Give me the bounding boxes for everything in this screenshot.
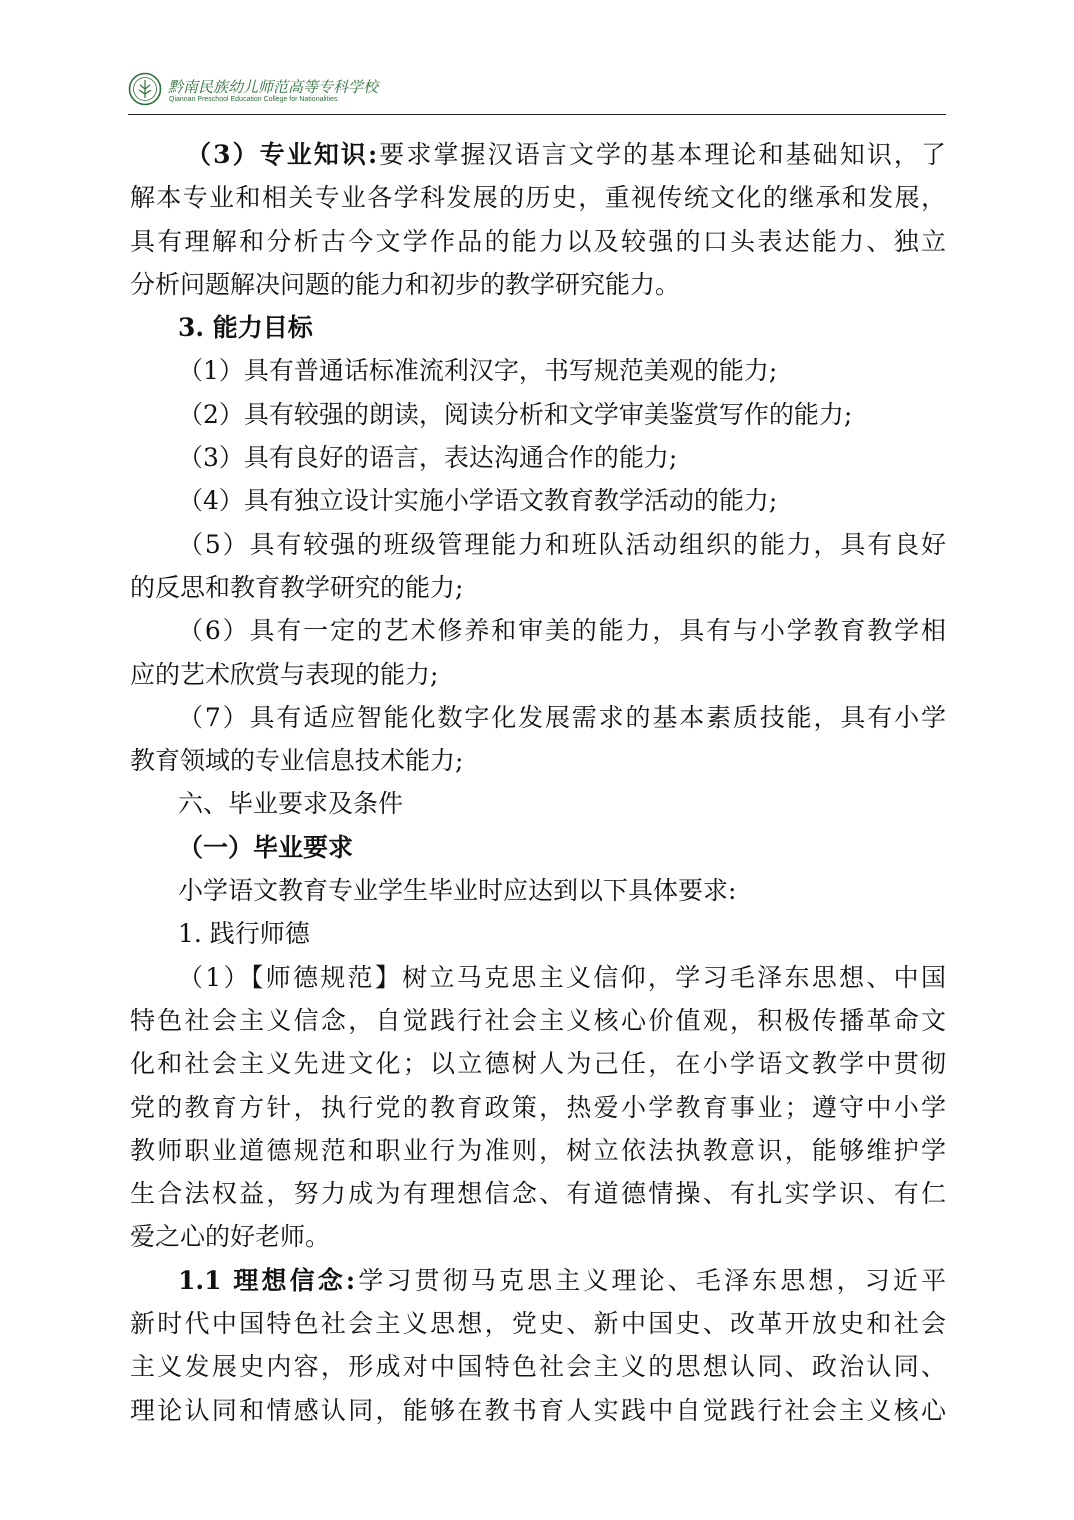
professional-knowledge-line-3: 具有理解和分析古今文学作品的能力以及较强的口头表达能力、独立 [130, 226, 946, 256]
ability-item-6-line-2: 应的艺术欣赏与表现的能力; [130, 659, 439, 689]
page-header [128, 70, 946, 116]
ability-item-5-line-1: （5）具有较强的班级管理能力和班队活动组织的能力，具有良好 [178, 529, 946, 559]
ethics-norms-line-6: 生合法权益，努力成为有理想信念、有道德情操、有扎实学识、有仁 [130, 1179, 946, 1209]
heading-graduation-requirements: （一）毕业要求 [178, 832, 354, 862]
ethics-norms-line-7: 爱之心的好老师。 [130, 1222, 331, 1252]
ethics-norms-line-3: 化和社会主义先进文化；以立德树人为己任，在小学语文教学中贯彻 [130, 1049, 946, 1079]
professional-knowledge-line-2: 解本专业和相关专业各学科发展的历史，重视传统文化的继承和发展， [130, 183, 946, 213]
ethics-norms-line-5: 教师职业道德规范和职业行为准则，树立依法执教意识，能够维护学 [130, 1135, 946, 1165]
ability-item-3: （3）具有良好的语言，表达沟通合作的能力; [178, 443, 678, 473]
header-divider [128, 114, 946, 115]
school-name-cn: 黔南民族幼儿师范高等专科学校 [168, 78, 379, 96]
ability-item-7-line-1: （7）具有适应智能化数字化发展需求的基本素质技能，具有小学 [178, 702, 946, 732]
ability-item-4: （4）具有独立设计实施小学语文教育教学活动的能力; [178, 486, 778, 516]
heading-graduation-requirements-and-conditions: 六、毕业要求及条件 [178, 789, 404, 819]
professional-knowledge-lead: （3）专业知识: [186, 140, 378, 169]
ideals-beliefs-lead: 1.1 理想信念: [178, 1265, 356, 1295]
ethics-norms-line-2: 特色社会主义信念，自觉践行社会主义核心价值观，积极传播革命文 [130, 1005, 946, 1035]
ideals-beliefs-line-1: 1.1 理想信念:学习贯彻马克思主义理论、毛泽东思想，习近平 [178, 1265, 946, 1295]
ethics-norms-line-4: 党的教育方针，执行党的教育政策，热爱小学教育事业；遵守中小学 [130, 1092, 946, 1122]
ability-item-2: （2）具有较强的朗读，阅读分析和文学审美鉴赏写作的能力; [178, 399, 853, 429]
ideals-beliefs-line-4: 理论认同和情感认同，能够在教书育人实践中自觉践行社会主义核心 [130, 1395, 946, 1425]
school-name-en: Qiannan Preschool Education College for Nationalities [169, 96, 338, 103]
ethics-norms-line-1: （1）【师德规范】树立马克思主义信仰，学习毛泽东思想、中国 [178, 962, 946, 992]
ideals-beliefs-line-3: 主义发展史内容，形成对中国特色社会主义的思想认同、政治认同、 [130, 1352, 946, 1382]
ability-item-1: （1）具有普通话标准流利汉字，书写规范美观的能力; [178, 356, 778, 386]
graduation-intro: 小学语文教育专业学生毕业时应达到以下具体要求: [178, 876, 737, 906]
ability-item-7-line-2: 教育领域的专业信息技术能力; [130, 746, 464, 776]
school-seal-icon [128, 72, 162, 106]
ability-item-6-line-1: （6）具有一定的艺术修养和审美的能力，具有与小学教育教学相 [178, 616, 946, 646]
professional-knowledge-line-4: 分析问题解决问题的能力和初步的教学研究能力。 [130, 269, 681, 299]
heading-ability-goals: 3. 能力目标 [178, 313, 313, 343]
professional-knowledge-line-1: （3）专业知识:要求掌握汉语言文学的基本理论和基础知识，了 [186, 140, 946, 169]
ideals-beliefs-line-2: 新时代中国特色社会主义思想，党史、新中国史、改革开放史和社会 [130, 1309, 946, 1339]
ability-item-5-line-2: 的反思和教育教学研究的能力; [130, 572, 464, 602]
heading-practice-ethics: 1. 践行师德 [178, 919, 310, 949]
document-body [130, 133, 946, 1432]
